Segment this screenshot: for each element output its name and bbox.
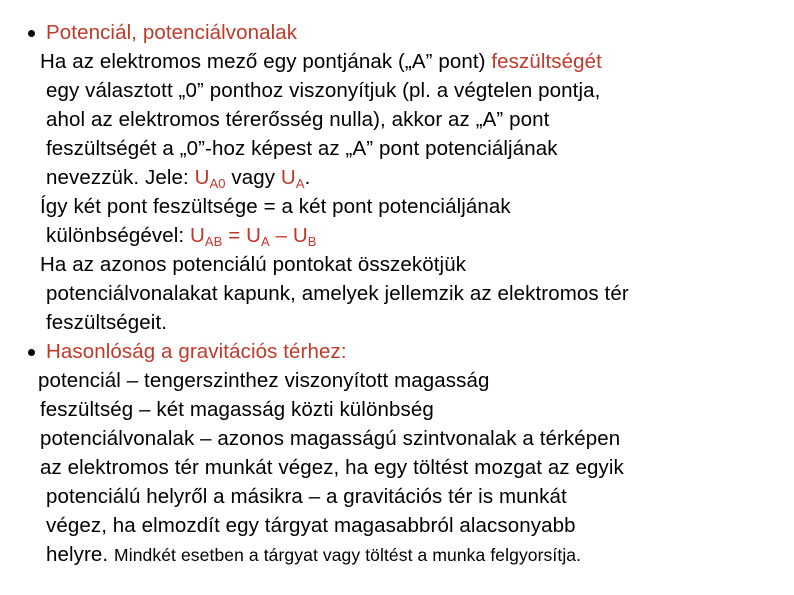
text-line: Ha az azonos potenciálú pontokat összekötjük (40, 253, 467, 276)
highlight-feszultseget: feszültségét (491, 50, 602, 73)
text-span: . (304, 166, 311, 189)
heading-potential: Potenciál, potenciálvonalak (46, 21, 298, 44)
text-span: helyre. (46, 543, 115, 566)
symbol-u: U (280, 166, 296, 189)
subscript: B (307, 234, 317, 249)
subscript: A0 (209, 176, 226, 191)
text-line: potenciálvonalakat kapunk, amelyek jellemzik az elektromos tér (46, 282, 629, 305)
formula-part: = U (222, 224, 261, 247)
subscript: A (261, 234, 270, 249)
text-span: vagy (225, 166, 281, 189)
text-span: Ha az elektromos mező egy pontjának („A” pont) (40, 50, 492, 73)
text-line: potenciálvonalak – azonos magasságú szintvonalak a térképen (40, 427, 621, 450)
text-line: potenciálú helyről a másikra – a gravitációs tér is munkát (46, 485, 567, 508)
heading-gravity-analogy: Hasonlóság a gravitációs térhez: (46, 340, 347, 363)
text-line (40, 50, 602, 74)
text-line: egy választott „0” ponthoz viszonyítjuk (pl. a végtelen pontja, (46, 79, 601, 102)
formula-part: – U (269, 224, 308, 247)
bullet-dot-icon (28, 30, 35, 37)
bullet-dot-icon (28, 349, 35, 356)
text-line: potenciál – tengerszinthez viszonyított magasság (38, 369, 490, 392)
subscript: AB (204, 234, 223, 249)
text-line (46, 166, 310, 190)
text-line: ahol az elektromos térerősség nulla), akkor az „A” pont (46, 108, 550, 131)
text-span-small: Mindkét esetben a tárgyat vagy töltést a munka felgyorsítja. (114, 545, 582, 565)
symbol-u: U (194, 166, 210, 189)
text-span: nevezzük. Jele: (46, 166, 195, 189)
text-line (46, 543, 581, 567)
text-line: Így két pont feszültsége = a két pont potenciáljának (40, 195, 511, 218)
text-line: végez, ha elmozdít egy tárgyat magasabbról alacsonyabb (46, 514, 576, 537)
text-span: különbségével: (46, 224, 190, 247)
text-line (46, 224, 317, 248)
subscript: A (295, 176, 305, 191)
text-line: feszültség – két magasság közti különbség (40, 398, 434, 421)
text-line: feszültségeit. (46, 311, 168, 334)
symbol-u: U (189, 224, 205, 247)
text-line: feszültségét a „0”-hoz képest az „A” pont potenciáljának (46, 137, 558, 160)
text-line: az elektromos tér munkát végez, ha egy töltést mozgat az egyik (40, 456, 624, 479)
